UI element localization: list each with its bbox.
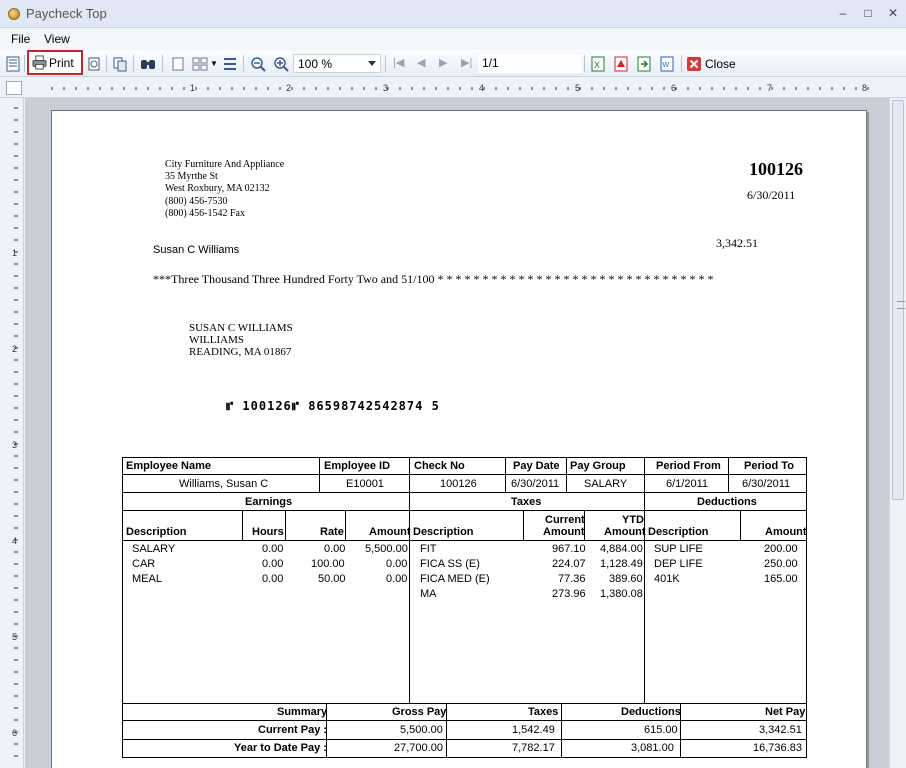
section-deductions: Deductions <box>697 496 757 508</box>
ruler-label: 4 <box>479 83 485 93</box>
export-csv-icon[interactable] <box>636 56 652 72</box>
separator <box>162 55 163 72</box>
header-period-to: Period To <box>744 460 794 472</box>
print-button[interactable] <box>27 50 83 75</box>
vertical-ruler <box>0 98 24 768</box>
last-page-icon[interactable]: ▶| <box>461 57 473 69</box>
value-pay-group: SALARY <box>584 478 628 490</box>
earnings-amount: 5,500.00 <box>365 543 408 555</box>
check-amount: 3,342.51 <box>716 236 758 250</box>
page-setup-icon[interactable] <box>86 56 102 72</box>
printer-icon <box>32 55 47 70</box>
deductions-desc: DEP LIFE <box>654 558 703 570</box>
earnings-hours: 0.00 <box>262 543 284 555</box>
value-employee-id: E10001 <box>346 478 384 490</box>
taxes-current: 967.10 <box>552 543 586 555</box>
section-taxes: Taxes <box>511 496 542 508</box>
taxes-ytd: 389.60 <box>609 573 643 585</box>
multi-page-icon[interactable] <box>192 56 208 72</box>
taxes-col-current: Current <box>545 514 585 526</box>
taxes-desc: FICA SS (E) <box>420 558 480 570</box>
value-check-no: 100126 <box>440 478 477 490</box>
value-period-from: 6/1/2011 <box>666 478 709 490</box>
scrollbar-thumb[interactable] <box>892 100 904 500</box>
current-taxes: 1,542.49 <box>512 724 555 736</box>
company-name: City Furniture And Appliance <box>165 159 285 170</box>
maximize-button[interactable]: □ <box>864 6 872 20</box>
taxes-col-current-amount: Amount <box>543 526 585 538</box>
title-bar <box>0 0 906 28</box>
deductions-amount: 200.00 <box>764 543 798 555</box>
vertical-scrollbar[interactable] <box>889 98 906 768</box>
ytd-deductions: 3,081.00 <box>631 742 674 754</box>
svg-text:W: W <box>662 62 670 69</box>
earnings-col-description: Description <box>126 526 187 538</box>
deductions-desc: SUP LIFE <box>654 543 703 555</box>
value-period-to: 6/30/2011 <box>742 478 791 490</box>
separator <box>24 55 25 72</box>
ruler-label: 1 <box>12 248 18 258</box>
earnings-desc: SALARY <box>132 543 176 555</box>
taxes-current: 77.36 <box>558 573 586 585</box>
earnings-col-amount: Amount <box>369 526 411 538</box>
ytd-pay-label: Year to Date Pay : <box>234 742 327 754</box>
header-pay-group: Pay Group <box>570 460 626 472</box>
summary-taxes-header: Taxes <box>528 706 559 718</box>
mailing-address <box>189 322 293 358</box>
amount-in-words: ***Three Thousand Three Hundred Forty Two and 51/100 * * * * * * * * * * * * * * * * * * * * * * * * * * * * * * * <box>153 272 714 286</box>
page-number-field[interactable] <box>478 54 582 73</box>
taxes-ytd: 1,128.49 <box>600 558 643 570</box>
ruler-label: 3 <box>12 440 18 450</box>
deductions-desc: 401K <box>654 573 680 585</box>
earnings-desc: CAR <box>132 558 156 570</box>
earnings-rate: 100.00 <box>311 558 345 570</box>
earnings-rate: 50.00 <box>318 573 346 585</box>
header-period-from: Period From <box>656 460 721 472</box>
ruler-label: 2 <box>286 83 292 93</box>
separator <box>681 55 682 72</box>
page-number-value: 1/1 <box>482 56 499 70</box>
current-net: 3,342.51 <box>759 724 802 736</box>
earnings-rate: 0.00 <box>324 543 346 555</box>
summary-gross-header: Gross Pay <box>392 706 447 718</box>
separator <box>106 55 107 72</box>
deductions-amount: 165.00 <box>764 573 798 585</box>
copy-icon[interactable] <box>112 56 128 72</box>
ruler-label: 8 <box>862 83 868 93</box>
continuous-icon[interactable] <box>222 56 238 72</box>
minimize-button[interactable]: – <box>839 6 847 20</box>
find-icon[interactable] <box>140 56 156 72</box>
ruler-label: 1 <box>190 83 196 93</box>
export-excel-icon[interactable] <box>590 56 606 72</box>
value-employee-name: Williams, Susan C <box>179 478 269 490</box>
export-pdf-icon[interactable] <box>613 56 629 72</box>
document-map-icon[interactable] <box>5 56 21 72</box>
close-icon[interactable] <box>686 56 702 72</box>
company-fax: (800) 456-1542 Fax <box>165 207 245 219</box>
print-label: Print <box>49 56 74 70</box>
ruler-label: 4 <box>12 536 18 546</box>
deductions-col-amount: Amount <box>765 526 807 538</box>
check-number: 100126 <box>749 159 803 179</box>
deductions-amount: 250.00 <box>764 558 798 570</box>
first-page-icon[interactable]: |◀ <box>393 57 405 69</box>
taxes-col-ytd: YTD <box>622 514 644 526</box>
app-icon <box>8 8 20 20</box>
separator <box>243 55 244 72</box>
menu-file[interactable]: File <box>11 32 31 46</box>
taxes-desc: FICA MED (E) <box>420 573 490 585</box>
header-pay-date: Pay Date <box>513 460 560 472</box>
taxes-ytd: 1,380.08 <box>600 588 643 600</box>
close-window-button[interactable]: ✕ <box>887 6 899 20</box>
summary-deductions-header: Deductions <box>621 706 681 718</box>
summary-net-header: Net Pay <box>765 706 806 718</box>
company-address-block <box>165 159 284 220</box>
separator <box>385 55 386 72</box>
window-title: Paycheck Top <box>26 6 107 21</box>
taxes-current: 224.07 <box>552 558 586 570</box>
ytd-gross: 27,700.00 <box>394 742 443 754</box>
taxes-desc: MA <box>420 588 437 600</box>
company-phone: (800) 456-7530 <box>165 195 228 207</box>
summary-header: Summary <box>277 706 328 718</box>
check-date: 6/30/2011 <box>747 188 796 202</box>
earnings-col-hours: Hours <box>252 526 284 538</box>
ruler-label: 6 <box>12 728 18 738</box>
separator <box>584 55 585 72</box>
next-page-icon[interactable]: ▶ <box>439 57 448 69</box>
ruler-label: 6 <box>671 83 677 93</box>
ruler-label: 7 <box>767 83 773 93</box>
company-street: 35 Myrthe St <box>165 171 218 183</box>
current-pay-label: Current Pay : <box>258 724 328 736</box>
mail-line-1: SUSAN C WILLIAMS <box>189 322 293 334</box>
header-employee-name: Employee Name <box>126 460 211 472</box>
taxes-col-ytd-amount: Amount <box>604 526 646 538</box>
micr-line: ⑈ 100126⑈ 86598742542874 5 <box>226 399 440 413</box>
single-page-icon[interactable] <box>170 56 186 72</box>
ytd-taxes: 7,782.17 <box>512 742 555 754</box>
payee-name: Susan C Williams <box>153 244 240 256</box>
mail-line-3: READING, MA 01867 <box>189 346 292 358</box>
current-gross: 5,500.00 <box>400 724 443 736</box>
close-label: Close <box>705 57 736 71</box>
zoom-select[interactable] <box>293 54 381 73</box>
menu-view[interactable]: View <box>44 32 70 46</box>
separator <box>133 55 134 72</box>
ruler-corner <box>6 81 22 95</box>
ruler-label: 2 <box>12 344 18 354</box>
previous-page-icon[interactable]: ◀ <box>417 57 426 69</box>
horizontal-ruler <box>0 78 906 98</box>
earnings-col-rate: Rate <box>320 526 344 538</box>
taxes-ytd: 4,884.00 <box>600 543 643 555</box>
menu-bar <box>0 28 906 50</box>
section-earnings: Earnings <box>245 496 293 508</box>
deductions-col-description: Description <box>648 526 709 538</box>
earnings-amount: 0.00 <box>386 558 408 570</box>
earnings-desc: MEAL <box>132 573 162 585</box>
taxes-current: 273.96 <box>552 588 586 600</box>
ruler-ticks <box>0 98 24 768</box>
chevron-down-icon <box>368 61 376 66</box>
ytd-net: 16,736.83 <box>753 742 802 754</box>
value-pay-date: 6/30/2011 <box>511 478 560 490</box>
zoom-in-icon[interactable] <box>273 56 289 72</box>
ruler-label: 3 <box>383 83 389 93</box>
svg-text:X: X <box>594 60 601 70</box>
ruler-label: 5 <box>12 632 18 642</box>
toolbar <box>0 50 906 77</box>
earnings-amount: 0.00 <box>386 573 408 585</box>
company-city: West Roxbury, MA 02132 <box>165 183 270 195</box>
taxes-col-description: Description <box>413 526 474 538</box>
current-deductions: 615.00 <box>644 724 678 736</box>
header-employee-id: Employee ID <box>324 460 391 472</box>
header-check-no: Check No <box>414 460 465 472</box>
earnings-hours: 0.00 <box>262 573 284 585</box>
ruler-label: 5 <box>575 83 581 93</box>
chevron-down-icon[interactable]: ▼ <box>210 59 218 68</box>
zoom-out-icon[interactable] <box>250 56 266 72</box>
taxes-desc: FIT <box>420 543 437 555</box>
earnings-hours: 0.00 <box>262 558 284 570</box>
zoom-value: 100 % <box>298 57 333 71</box>
export-word-icon[interactable] <box>659 56 675 72</box>
mail-line-2: WILLIAMS <box>189 334 244 346</box>
